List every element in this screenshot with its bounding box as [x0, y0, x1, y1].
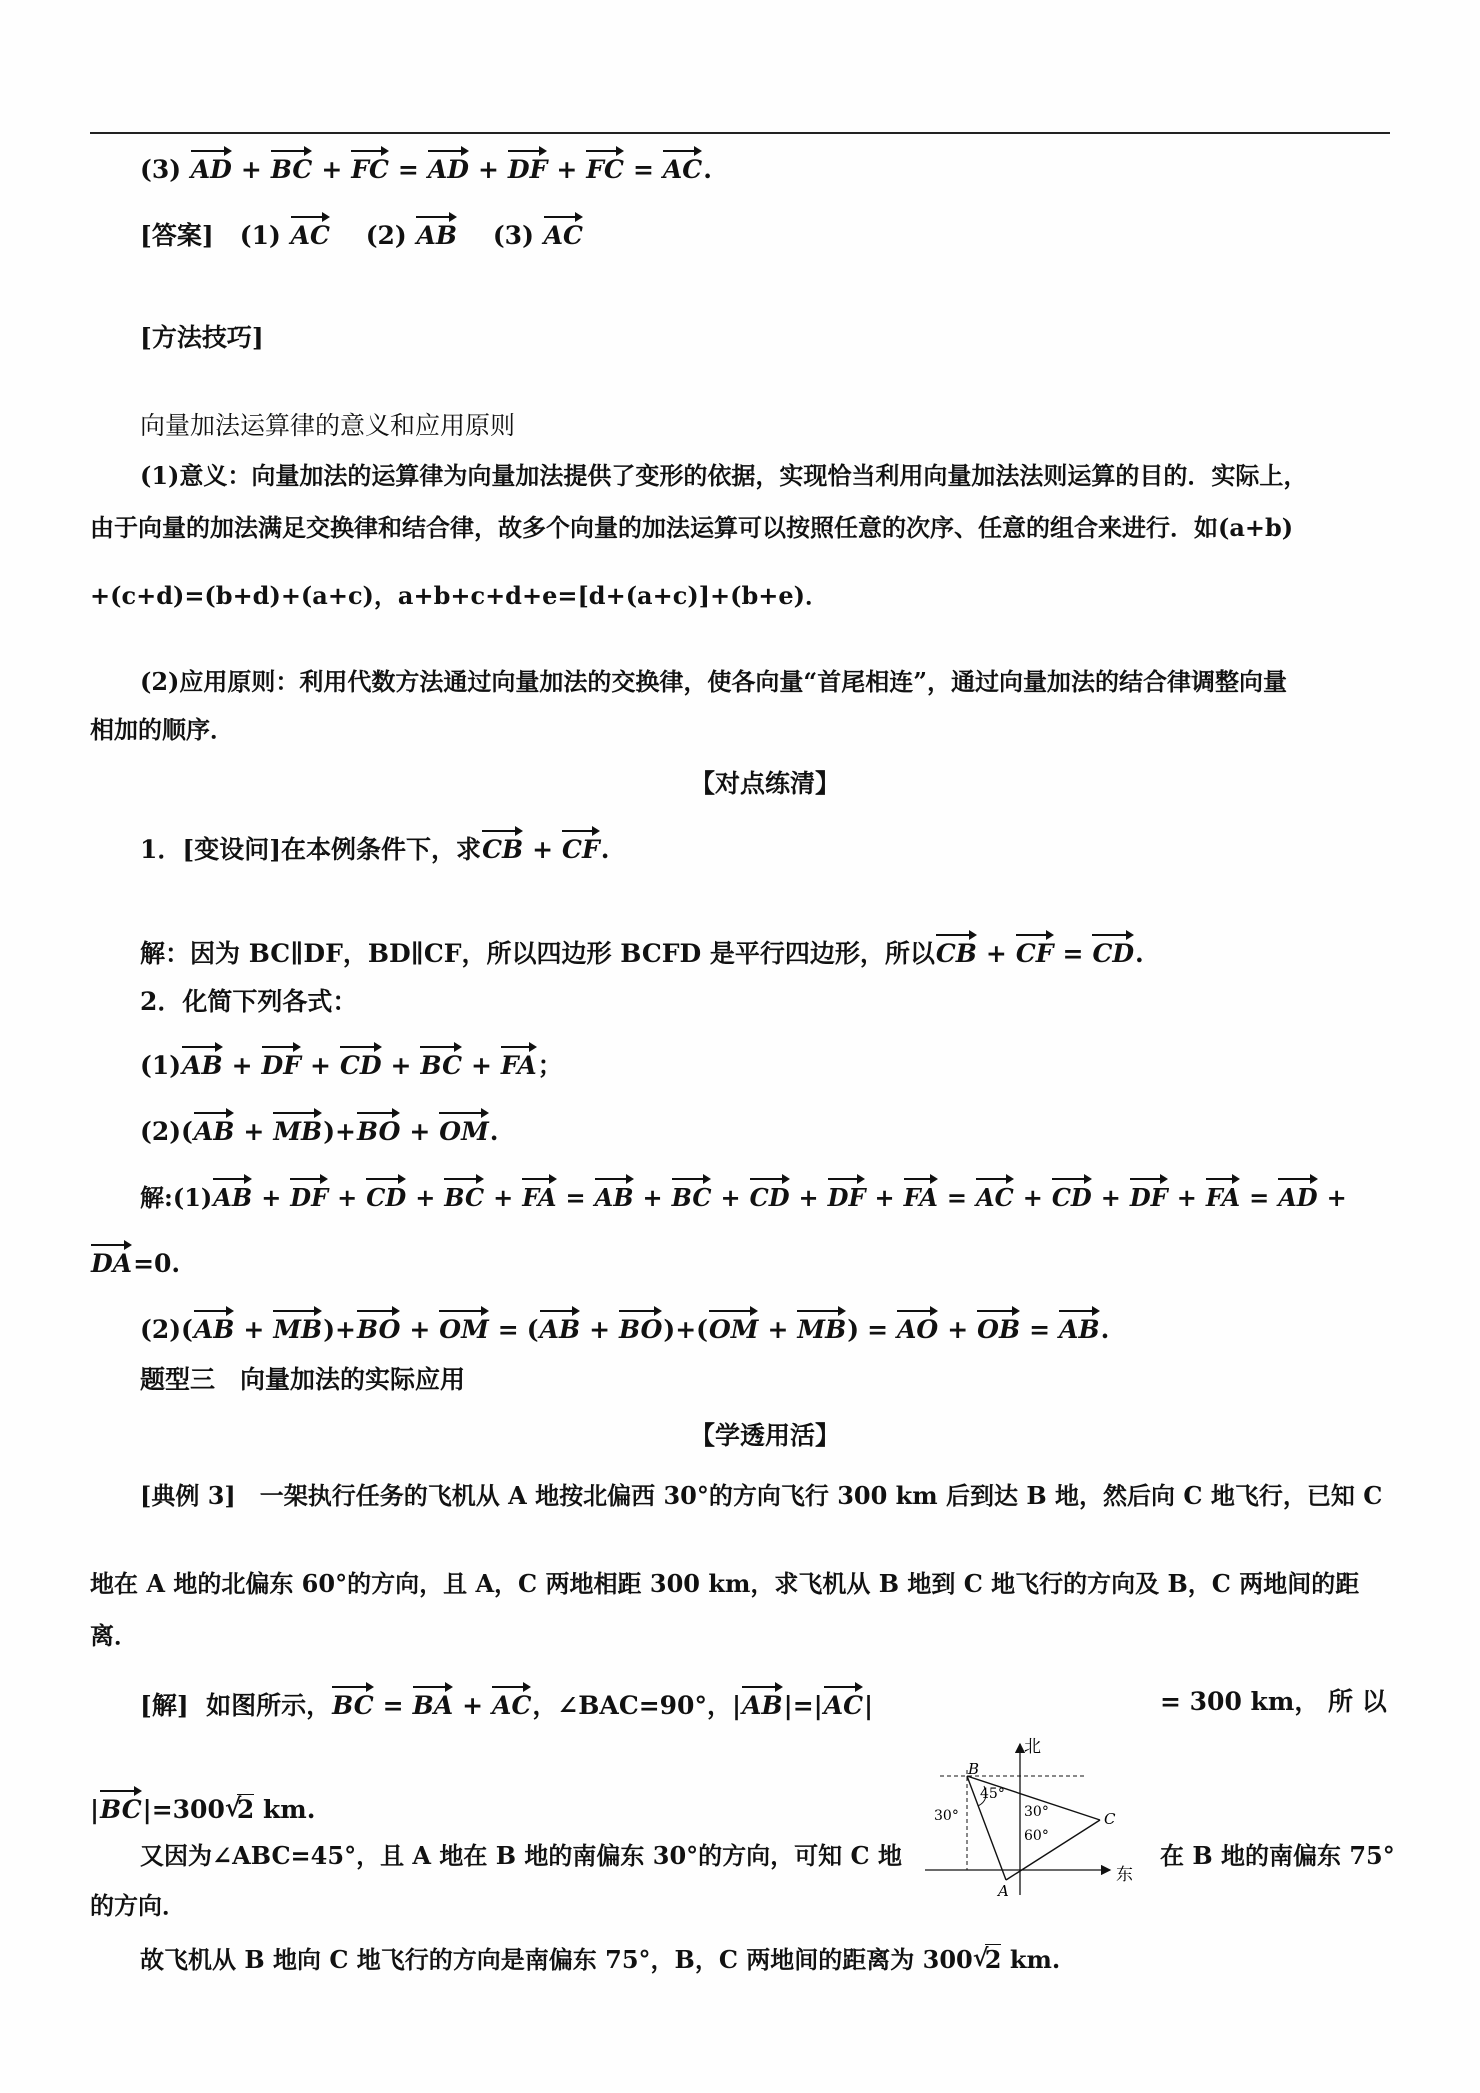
solution-line-3a: 又因为∠ABC=45°，且 A 地在 B 地的南偏东 30°的方向，可知 C 地 — [140, 1841, 902, 1870]
question-2a: (1)AB + DF + CD + BC + FA； — [140, 1044, 563, 1084]
solution-2b: (2)(AB + MB)+BO + OM = (AB + BO)+(OM + MB) = AO + OB = AB. — [140, 1308, 1109, 1348]
solution-1: 解：因为 BC∥DF，BD∥CF，所以四边形 BCFD 是平行四边形，所以CB + CF = CD. — [140, 932, 1144, 972]
direction-figure — [920, 1730, 1160, 1900]
method-para-2a: (2)应用原则：利用代数方法通过向量加法的交换律，使各向量“首尾相连”，通过向量加法的结合律调整向量 — [140, 667, 1288, 696]
method-para-1b: 由于向量的加法满足交换律和结合律，故多个向量的加法运算可以按照任意的次序、任意的组合来进行．如(a+b) — [90, 513, 1294, 542]
example-3-line-3: 离． — [90, 1621, 138, 1650]
angle-45: 45° — [980, 1786, 1005, 1802]
solution-line-3b: 在 B 地的南偏东 75° — [1160, 1841, 1395, 1870]
angle-30-left: 30° — [934, 1808, 959, 1824]
solution-line-1: [解] 如图所示，BC = BA + AC，∠BAC=90°，|AB|=|AC| — [140, 1684, 873, 1724]
section-type-3: 题型三 向量加法的实际应用 — [140, 1365, 466, 1394]
method-title: [方法技巧] — [140, 323, 264, 352]
example-3-line-2: 地在 A 地的北偏东 60°的方向，且 A，C 两地相距 300 km，求飞机从 B 地到 C 地飞行的方向及 B，C 两地间的距 — [90, 1569, 1360, 1598]
label-a: A — [998, 1882, 1009, 1900]
solution-2a: 解:(1)AB + DF + CD + BC + FA = AB + BC + CD + DF + FA = AC + CD + DF + FA = AD + — [140, 1176, 1355, 1216]
question-2: 2．化简下列各式： — [140, 987, 358, 1016]
example-3-line-1: [典例 3] 一架执行任务的飞机从 A 地按北偏西 30°的方向飞行 300 km 后到达 B 地，然后向 C 地飞行，已知 C — [140, 1481, 1383, 1510]
angle-30-right: 30° — [1024, 1804, 1049, 1820]
method-para-2b: 相加的顺序． — [90, 715, 234, 744]
practice-title: 【对点练清】 — [689, 769, 840, 798]
solution-line-3c: 的方向． — [90, 1891, 186, 1920]
learn-title: 【学透用活】 — [689, 1421, 840, 1450]
solution-line-1-tail: = 300 km， 所 以 — [1160, 1687, 1387, 1716]
answer-line: [答案] (1) AC (2) AB (3) AC — [140, 214, 584, 254]
method-para-1a: (1)意义：向量加法的运算律为向量加法提供了变形的依据，实现恰当利用向量加法法则运算的目的．实际上， — [140, 461, 1308, 490]
line-3: (3) AD + BC + FC = AD + DF + FC = AC. — [140, 148, 712, 188]
label-b: B — [968, 1760, 980, 1778]
header-rule — [90, 132, 1390, 134]
solution-line-2: |BC|=300√ 2 km. — [90, 1788, 315, 1828]
angle-60: 60° — [1024, 1828, 1049, 1844]
question-1: 1．[变设问]在本例条件下，求CB + CF. — [140, 828, 609, 868]
method-para-1c: +(c+d)=(b+d)+(a+c)，a+b+c+d+e=[d+(a+c)]+(b+e)． — [90, 581, 830, 610]
label-north: 北 — [1024, 1737, 1041, 1757]
method-subtitle: 向量加法运算律的意义和应用原则 — [140, 411, 516, 440]
label-c: C — [1104, 1810, 1116, 1828]
question-2b: (2)(AB + MB)+BO + OM. — [140, 1110, 498, 1150]
solution-2a-cont: DA=0. — [90, 1242, 180, 1282]
solution-line-4: 故飞机从 B 地向 C 地飞行的方向是南偏东 75°，B，C 两地间的距离为 300√ 2 km. — [140, 1942, 1060, 1978]
label-east: 东 — [1116, 1865, 1133, 1885]
